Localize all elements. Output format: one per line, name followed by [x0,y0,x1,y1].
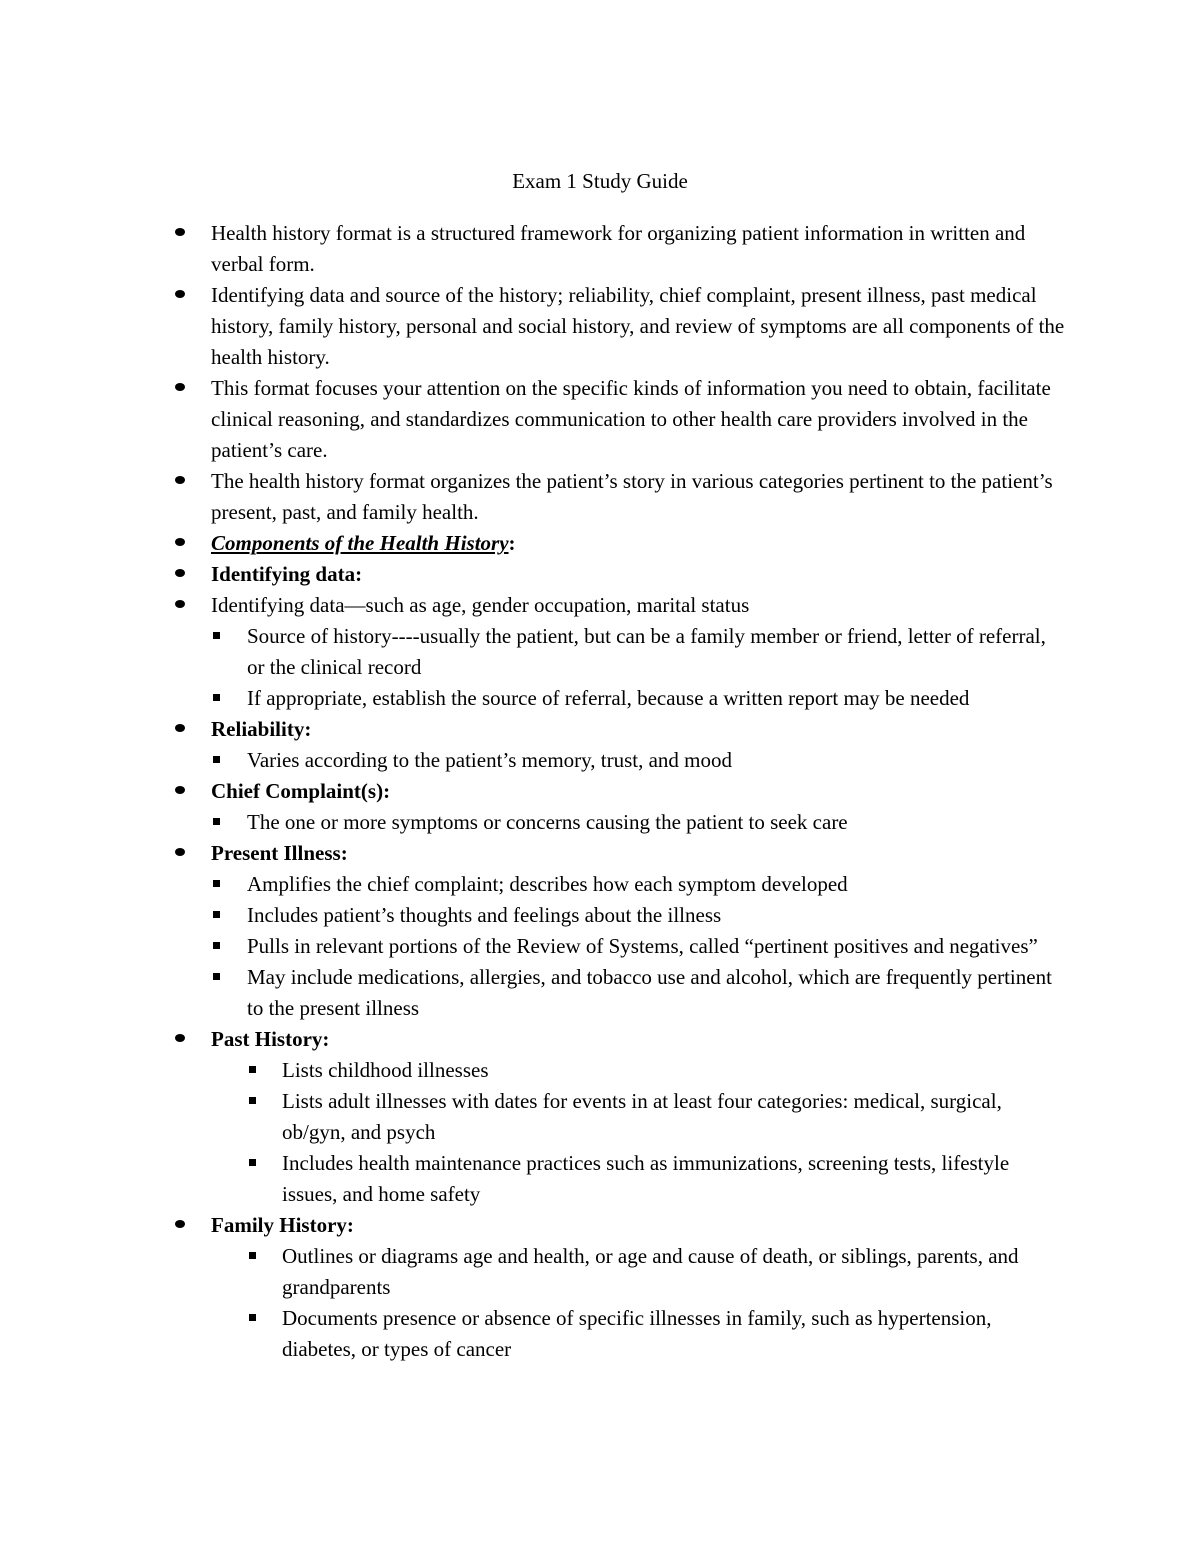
bullet-icon [175,228,185,236]
list-item-text: Health history format is a structured framework for organizing patient information in written and verbal form. [211,221,1026,276]
square-bullet-icon [213,880,220,887]
list-item [0,590,1066,621]
bullet-icon [175,476,185,484]
list-item [0,466,1066,528]
section-heading-past-history [0,1024,1066,1055]
sub-list-item [0,745,1067,776]
sub-item-text: Outlines or diagrams age and health, or age and cause of death, or siblings, parents, and grandparents [282,1244,1019,1299]
sub-item-text: Documents presence or absence of specific illnesses in family, such as hypertension, diabetes, or types of cancer [282,1306,992,1361]
heading-text: Present Illness: [211,841,348,865]
list-item [0,373,1066,466]
bullet-icon [175,724,185,732]
bullet-icon [175,848,185,856]
list-item-text: Identifying data—such as age, gender occupation, marital status [211,593,750,617]
bullet-icon [175,600,185,608]
components-heading: Components of the Health History [211,531,509,555]
sub-item-text: Includes patient’s thoughts and feelings about the illness [247,903,722,927]
heading-text: Identifying data: [211,562,363,586]
bullet-icon [175,786,185,794]
square-bullet-icon [249,1252,256,1259]
sub-item-text: Includes health maintenance practices such as immunizations, screening tests, lifestyle issues, and home safety [282,1151,1010,1206]
section-heading-reliability [0,714,1066,745]
sub-list-item [0,900,1067,931]
section-heading-family-history [0,1210,1066,1241]
heading-text: Family History: [211,1213,354,1237]
sub-list-item [0,621,1067,683]
list-item [0,280,1066,373]
bullet-icon [175,1220,185,1228]
section-heading-present-illness [0,838,1066,869]
square-bullet-icon [249,1097,256,1104]
document-title: Exam 1 Study Guide [512,169,688,193]
list-item [0,218,1066,280]
sub-item-text: Amplifies the chief complaint; describes how each symptom developed [247,872,848,896]
sub-item-text: If appropriate, establish the source of referral, because a written report may be needed [247,686,970,710]
sub-list-item [0,1241,1062,1303]
bullet-icon [175,383,185,391]
square-bullet-icon [213,632,220,639]
square-bullet-icon [249,1066,256,1073]
square-bullet-icon [213,818,220,825]
sub-item-text: Varies according to the patient’s memory, trust, and mood [247,748,733,772]
sub-list-item [0,931,1067,962]
list-item-text: Identifying data and source of the history; reliability, chief complaint, present illness, past medical history, family history, personal and social history, and review of symptoms are all components of the health history. [211,283,1065,369]
square-bullet-icon [249,1314,256,1321]
square-bullet-icon [213,694,220,701]
sub-item-text: Lists childhood illnesses [282,1058,489,1082]
heading-text: Reliability: [211,717,312,741]
bullet-icon [175,1034,185,1042]
section-heading-chief-complaint [0,776,1066,807]
square-bullet-icon [213,942,220,949]
list-item-text: The health history format organizes the patient’s story in various categories pertinent to the patient’s present, past, and family health. [211,469,1053,524]
section-heading-identifying [0,559,1066,590]
bullet-icon [175,538,185,546]
bullet-icon [175,290,185,298]
list-item-text: This format focuses your attention on the specific kinds of information you need to obtain, facilitate clinical reasoning, and standardizes communication to other health care providers involved in the patient’s care. [211,376,1051,462]
sub-item-text: The one or more symptoms or concerns causing the patient to seek care [247,810,848,834]
sub-list-item [0,1055,1062,1086]
square-bullet-icon [213,973,220,980]
bullet-icon [175,569,185,577]
sub-list-item [0,962,1067,1024]
sub-list-item [0,807,1067,838]
square-bullet-icon [249,1159,256,1166]
sub-list-item [0,1303,1062,1365]
components-colon: : [508,531,516,555]
sub-list-item [0,1148,1062,1210]
sub-item-text: Lists adult illnesses with dates for events in at least four categories: medical, surgical, ob/gyn, and psych [282,1089,1002,1144]
bullet-list [0,218,1200,1365]
heading-text: Chief Complaint(s): [211,779,391,803]
heading-text: Past History: [211,1027,330,1051]
section-heading-components [0,528,1066,559]
sub-item-text: Pulls in relevant portions of the Review of Systems, called “pertinent positives and negatives” [247,934,1038,958]
sub-list-item [0,683,1067,714]
square-bullet-icon [213,911,220,918]
sub-list-item [0,1086,1062,1148]
sub-item-text: May include medications, allergies, and tobacco use and alcohol, which are frequently pertinent to the present illness [247,965,1052,1020]
sub-list-item [0,869,1067,900]
sub-item-text: Source of history----usually the patient, but can be a family member or friend, letter of referral, or the clinical record [247,624,1046,679]
square-bullet-icon [213,756,220,763]
